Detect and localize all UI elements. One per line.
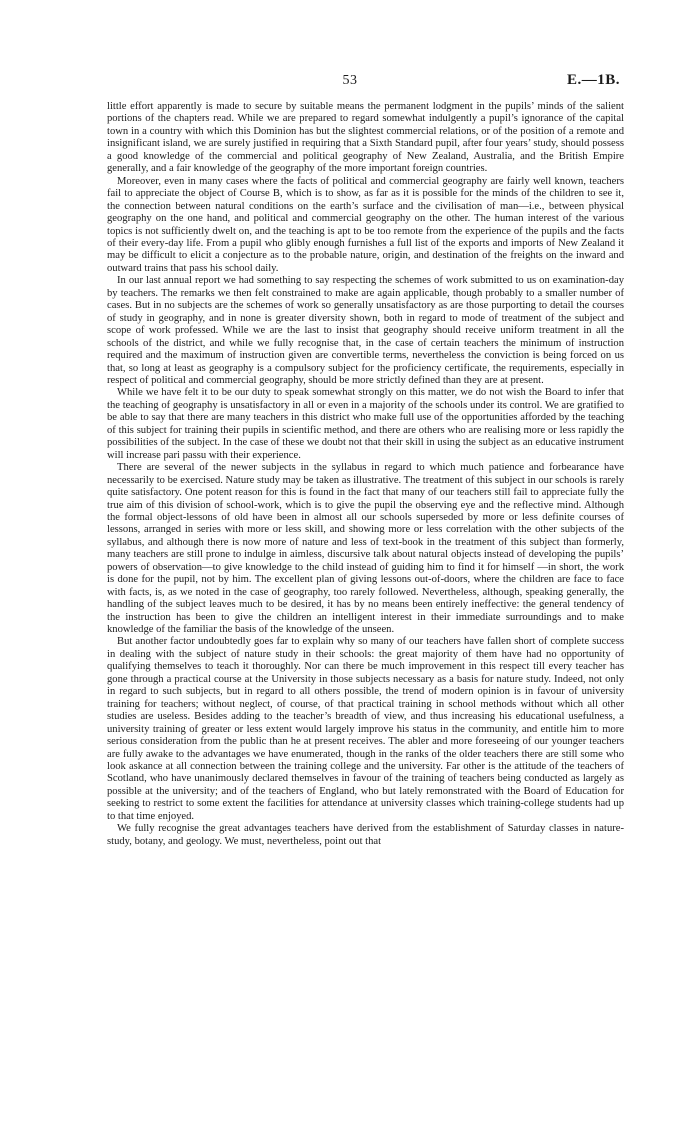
paragraph-1: little effort apparently is made to secure by suitable means the permanent lodgment in the pupils’ minds of the salient portions of the chapters read. While we are prepared to regard somewhat indulgently a pupil’s ignorance of the capital town in a country with which this Dominion has but the slightest commercial relations, or of the position of a remote and insignificant island, we are surely justified in requiring that a Sixth Standard pupil, after four years’ study, should possess a good knowledge of the commercial and political geography of New Zealand, Australia, and the British Empire generally, and a fair knowledge of the geography of the more important foreign countries. [107,101,624,175]
page-number: 53 [342,73,358,88]
document-reference: E.—1B. [566,72,620,88]
paragraph-3: In our last annual report we had something to say respecting the schemes of work submitted to us on examination-day by teachers. The remarks we then felt constrained to make are again applicable, though probably to a smaller number of cases. But in no subjects are the schemes of work so generally unsatisfactory as are those purporting to detail the courses of study in geography, and in none is greater diversity shown, both in regard to mode of treatment of the subject and scope of work professed. While we are the last to insist that geography should receive uniform treatment in all the schools of the district, and while we fully recognise that, in the case of certain teachers the minimum of instruction required and the maximum of instruction given are convertible terms, nevertheless the conviction is being forced on us that, so long at least as geography is a compulsory subject for the proficiency certificate, the requirements, especially in respect of political and commercial geography, should be more strictly defined than they are at present. [107,275,624,386]
body-text [107,101,624,848]
paragraph-2: Moreover, even in many cases where the facts of political and commercial geography are fairly well known, teachers fail to appreciate the object of Course B, which is to show, as far as it is possible for the minds of the children to see it, the connection between natural conditions on the earth’s surface and the civilisation of man—i.e., between physical geography on the one hand, and political and commercial geography on the other. The human interest of the various topics is not sufficiently dwelt on, and the teaching is apt to be too remote from the experience of the pupils and the facts of their every-day life. From a pupil who glibly enough furnishes a full list of the exports and imports of New Zealand it may be difficult to elicit a conjecture as to the probable nature, origin, and destination of the freights on the inward and outward trains that pass his school daily. [107,175,624,274]
paragraph-7: We fully recognise the great advantages teachers have derived from the establishment of Saturday classes in nature-study, botany, and geology. We must, nevertheless, point out that [107,823,624,847]
paragraph-6: But another factor undoubtedly goes far to explain why so many of our teachers have fallen short of complete success in dealing with the subject of nature study in their schools: the great majority of them have had no opportunity of qualifying themselves to teach it thoroughly. Nor can there be much improvement in this respect till every teacher has gone through a practical course at the University in those subjects necessary as a basis for nature study. Indeed, not only in regard to such subjects, but in regard to all others possible, the trend of modern opinion is in favour of university training for teachers; without neglect, of course, of that practical training in school methods without which all other studies are useless. Besides adding to the teacher’s breadth of view, and thus increasing his educational usefulness, a university training of greater or less extent would largely improve his status in the community, and entitle him to more serious consideration from the public than he at present receives. The abler and more foreseeing of our younger teachers are fully awake to the advantages we have enumerated, though in the ranks of the older teachers there are still some who look askance at all connection between the training college and the university. Far other is the attitude of the teachers of Scotland, who have unanimously declared themselves in favour of the training of teachers being conducted as largely as possible at the university; and of the teachers of England, who but lately remonstrated with the Board of Education for seeking to restrict to some extent the facilities for attendance at university classes which training-college students had up to that time enjoyed. [107,636,624,822]
paragraph-5: There are several of the newer subjects in the syllabus in regard to which much patience and forbearance have necessarily to be exercised. Nature study may be taken as illustrative. The treatment of this subject in our schools is rarely quite satisfactory. One potent reason for this is found in the fact that many of our teachers still fail to appreciate fully the true aim of this division of school-work, which is to give the pupil the observing eye and the reflective mind. Although the formal object-lessons of old have been in almost all our schools superseded by more or less definite courses of lessons, arranged in series with more or less skill, and showing more or less correlation with the other subjects of the syllabus, and although there is now more of nature and less of text-book in the treatment of this subject than formerly, many teachers are still prone to indulge in aimless, discursive talk about natural objects instead of developing the pupils’ powers of observation—to give knowledge to the child instead of guiding him to find it for himself —in short, the work is done for the pupil, not by him. The excellent plan of giving lessons out-of-doors, where the children are face to face with facts, is, as we noted in the case of geography, too rarely followed. Nevertheless, although, speaking generally, the handling of the subject leaves much to be desired, it has by no means been entirely ineffective: the general tendency of the instruction has been to give the children an intelligent interest in their immediate surroundings and to make knowledge of the familiar the basis of the knowledge of the unseen. [107,462,624,636]
paragraph-4: While we have felt it to be our duty to speak somewhat strongly on this matter, we do not wish the Board to infer that the teaching of geography is unsatisfactory in all or even in a majority of the schools under its control. We are gratified to be able to say that there are many teachers in this district who make full use of the opportunities afforded by the teaching of this subject for training their pupils in scientific method, and there are others who are realising more or less rapidly the possibilities of the subject. In the case of these we doubt not that their skill in using the subject as an educative instrument will increase pari passu with their experience. [107,387,624,461]
